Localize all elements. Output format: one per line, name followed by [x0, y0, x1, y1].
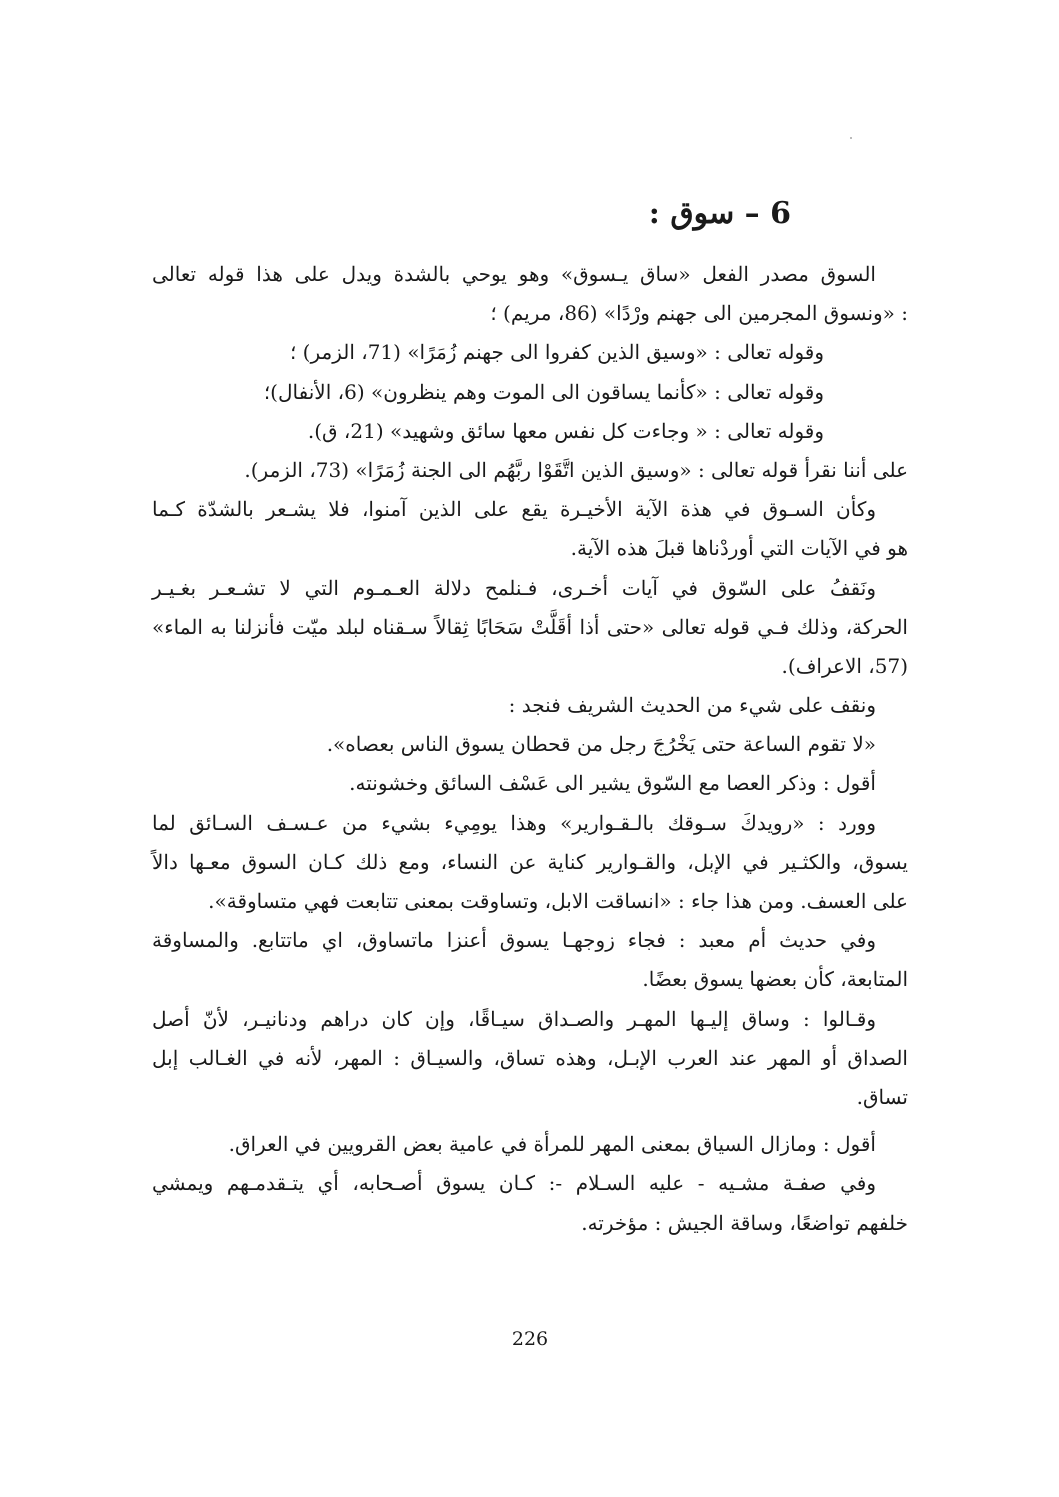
text-line: تساق. — [856, 1084, 908, 1109]
text-line: على أننا نقرأ قوله تعالى : «وسيق الذين اتَّقَوْا ربَّهُم الى الجنة زُمَرًا» (73، الزمر). — [244, 457, 908, 482]
text-line: خلفهم تواضعًا، وساقة الجيش : مؤخرته. — [581, 1210, 908, 1235]
text-line: «لا تقوم الساعة حتى يَخْرُجَ رجل من قحطان يسوق الناس بعصاه». — [326, 732, 876, 757]
text-line: يسوق، والكثـير في الإبل، والقـوارير كناية عن النساء، ومع ذلك كـان السوق معـها دالاً — [152, 849, 909, 874]
text-line: وقوله تعالى : « وجاءت كل نفس معها سائق وشهيد» (21، ق). — [307, 418, 824, 443]
text-line: الصداق أو المهر عند العرب الإبـل، وهذه تساق، والسيـاق : المهر، لأنه في الغـالب إبل — [152, 1045, 908, 1070]
text-line: وقوله تعالى : «كأنما يساقون الى الموت وهم ينظرون» (6، الأنفال)؛ — [263, 379, 824, 404]
text-line: وقـالوا : وساق إليـها المهـر والصـداق سيـاقًا، وإن كان دراهم ودنانيـر، لأنّ أصل — [152, 1006, 876, 1031]
section-heading: 6 – سوق : — [648, 196, 791, 231]
text-line: ونَقفُ على السّوق في آيات أخـرى، فـنلمح دلالة العـمـوم التي لا تشـعـر بغـيـر — [152, 575, 876, 600]
text-line: ونقف على شيء من الحديث الشريف فنجد : — [508, 693, 876, 718]
text-line: الحركة، وذلك فـي قوله تعالى «حتى أذا أقَلَّتْ سَحَابًا ثِقالاً سـقناه لبلد ميّت فأنزلنا به الماء» — [152, 614, 908, 639]
text-line: وفي حديث أم معبد : فجاء زوجهـا يسوق أعنزا ماتساوق، اي ماتتابع. والمساوقة — [152, 928, 876, 953]
text-line: : «ونسوق المجرمين الى جهنم ورْدًا» (86، مريم) ؛ — [490, 301, 908, 326]
text-line: على العسف. ومن هذا جاء : «انساقت الابل، وتساوقت بمعنى تتابعت فهي متساوقة». — [208, 889, 908, 913]
text-line: وقوله تعالى : «وسيق الذين كفروا الى جهنم زُمَرًا» (71، الزمر) ؛ — [289, 340, 824, 365]
text-line: وكأن السـوق في هذة الآية الأخيـرة يقع على الذين آمنوا، فلا يشـعر بالشدّة كـما — [152, 497, 876, 522]
scan-speck — [850, 137, 852, 139]
page-number: 226 — [511, 1328, 549, 1350]
text-line: (57، الاعراف). — [781, 653, 908, 678]
text-line: المتابعة، كأن بعضها يسوق بعضًا. — [642, 967, 908, 992]
paragraph-gap — [152, 1117, 908, 1125]
text-line: وورد : «رويدكَ سـوقك بالـقـوارير» وهذا يومِيء بشيء من عـسـف السـائق لما — [152, 810, 876, 835]
text-line: هو في الآيات التي أوردْناها قبلَ هذه الآية. — [570, 536, 908, 561]
body-text — [152, 255, 908, 1243]
text-line: وفي صفـة مشـيه - عليه السـلام -: كـان يسوق أصـحابه، أي يتـقدمـهم ويمشي — [152, 1171, 876, 1196]
text-line: أقول : ومازال السياق بمعنى المهر للمرأة في عامية بعض القرويين في العراق. — [228, 1132, 876, 1157]
text-line: السوق مصدر الفعل «ساق يـسوق» وهو يوحي بالشدة ويدل على هذا قوله تعالى — [152, 262, 876, 286]
text-line: أقول : وذكر العصا مع السّوق يشير الى عَسْف السائق وخشونته. — [349, 771, 876, 796]
